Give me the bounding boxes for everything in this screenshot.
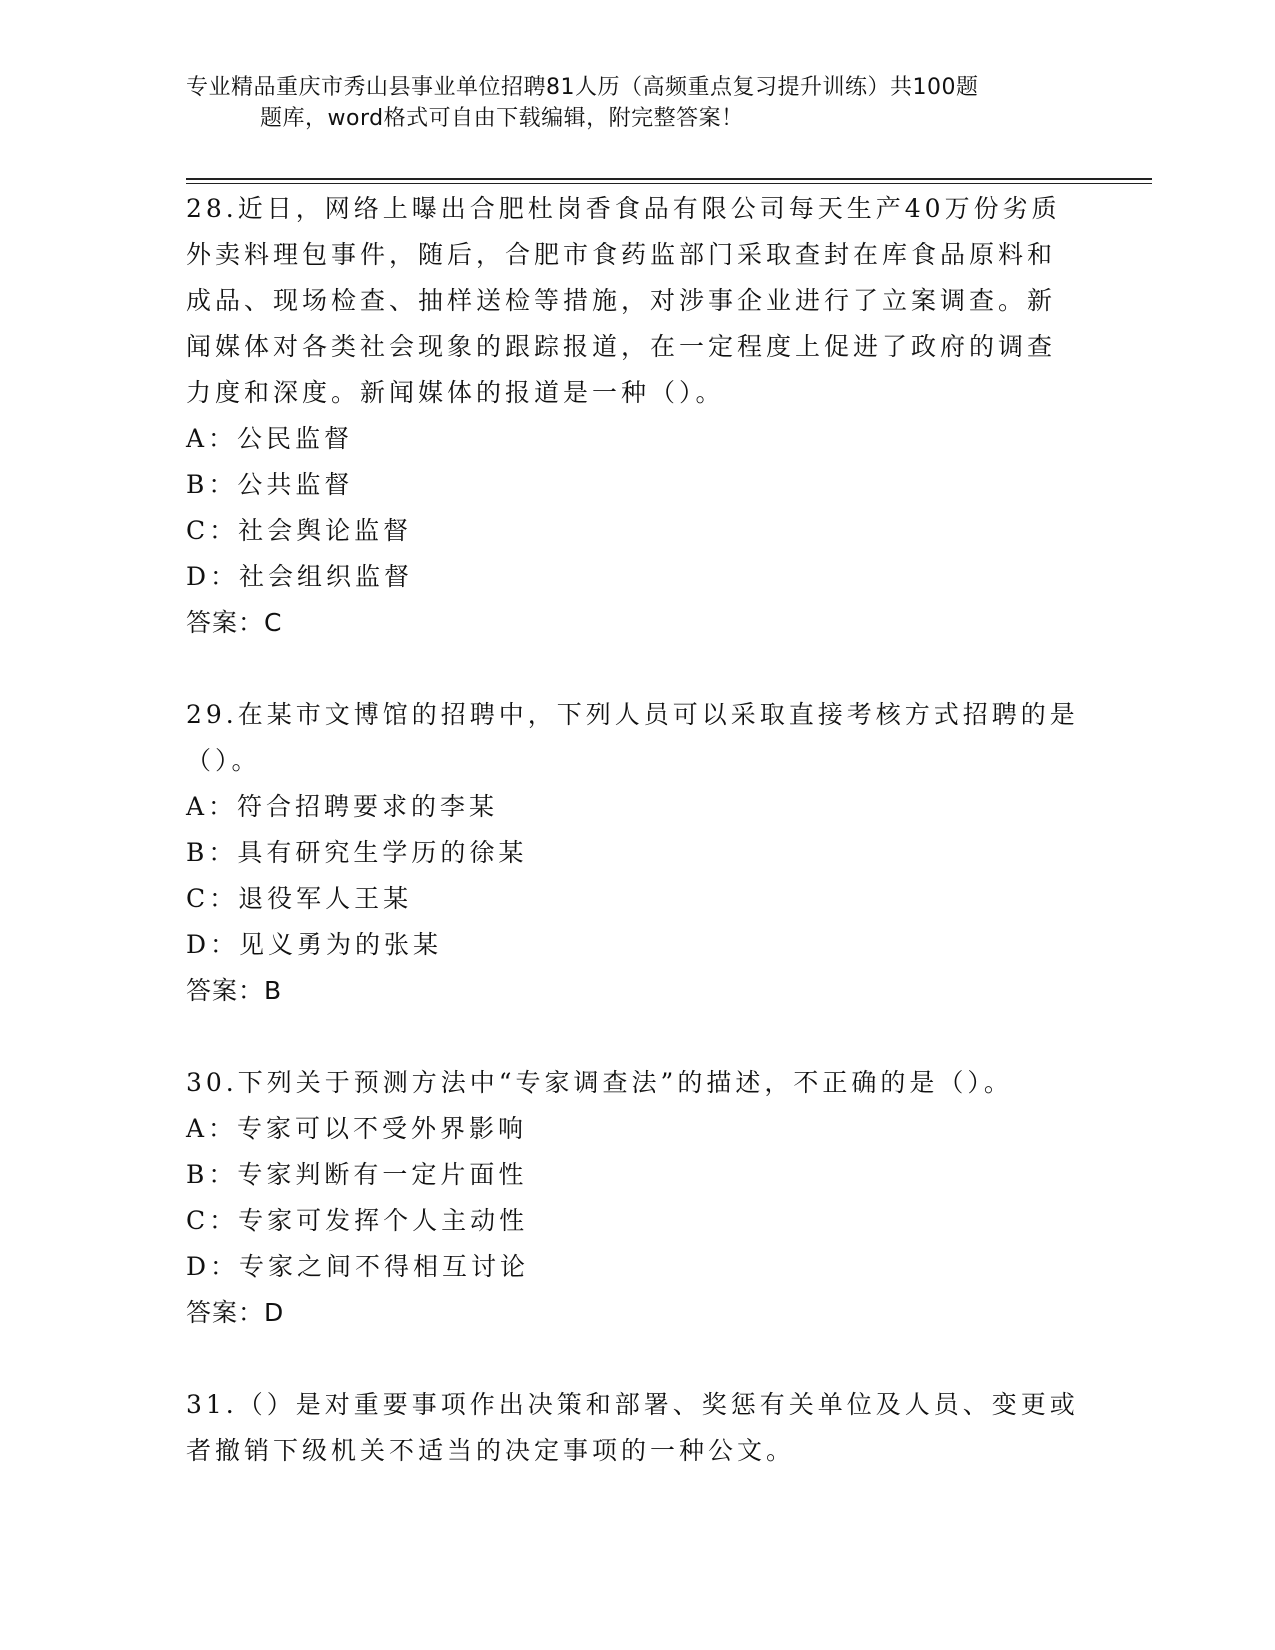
option-d: D：社会组织监督 — [186, 562, 414, 591]
stem-line: 31.（）是对重要事项作出决策和部署、奖惩有关单位及人员、变更或 — [186, 1390, 1079, 1419]
stem-line: （）。 — [186, 746, 261, 775]
question-31 — [186, 1382, 1086, 1474]
stem-line: 闻媒体对各类社会现象的跟踪报道，在一定程度上促进了政府的调查 — [186, 332, 1057, 361]
question-spacer — [186, 1336, 1086, 1382]
stem-line: 28.近日，网络上曝出合肥杜岗香食品有限公司每天生产40万份劣质 — [186, 194, 1061, 223]
stem-line: 成品、现场检查、抽样送检等措施，对涉事企业进行了立案调查。新 — [186, 286, 1057, 315]
question-stem — [186, 1060, 1086, 1106]
stem-line: 外卖料理包事件，随后，合肥市食药监部门采取查封在库食品原料和 — [186, 240, 1057, 269]
header-title-line-2: 题库，word格式可自由下载编辑，附完整答案！ — [260, 106, 744, 131]
option-c: C：退役军人王某 — [186, 884, 413, 913]
question-28 — [186, 186, 1086, 646]
question-list — [186, 186, 1086, 1474]
header-title-line-1: 专业精品重庆市秀山县事业单位招聘81人历（高频重点复习提升训练）共100题 — [186, 75, 979, 100]
option-b: B：公共监督 — [186, 470, 354, 499]
question-stem — [186, 1382, 1086, 1474]
question-stem — [186, 186, 1086, 416]
question-30 — [186, 1060, 1086, 1336]
stem-line: 者撤销下级机关不适当的决定事项的一种公文。 — [186, 1436, 796, 1465]
question-spacer — [186, 1014, 1086, 1060]
header-rule-thick — [186, 178, 1152, 180]
option-d: D：见义勇为的张某 — [186, 930, 443, 959]
answer-line: 答案：D — [186, 1298, 285, 1327]
option-a: A：符合招聘要求的李某 — [186, 792, 499, 821]
stem-line: 30.下列关于预测方法中“专家调查法”的描述，不正确的是（）。 — [186, 1068, 1013, 1097]
question-spacer — [186, 646, 1086, 692]
header-rule-thin — [186, 183, 1152, 184]
question-29 — [186, 692, 1086, 1014]
option-c: C：社会舆论监督 — [186, 516, 413, 545]
answer-line: 答案：C — [186, 608, 283, 637]
page-header — [186, 72, 1066, 134]
option-b: B：专家判断有一定片面性 — [186, 1160, 528, 1189]
option-c: C：专家可发挥个人主动性 — [186, 1206, 529, 1235]
question-stem — [186, 692, 1086, 784]
option-d: D：专家之间不得相互讨论 — [186, 1252, 530, 1281]
option-a: A：专家可以不受外界影响 — [186, 1114, 528, 1143]
option-b: B：具有研究生学历的徐某 — [186, 838, 528, 867]
answer-line: 答案：B — [186, 976, 283, 1005]
stem-line: 力度和深度。新闻媒体的报道是一种（）。 — [186, 378, 725, 407]
stem-line: 29.在某市文博馆的招聘中，下列人员可以采取直接考核方式招聘的是 — [186, 700, 1079, 729]
option-a: A：公民监督 — [186, 424, 354, 453]
